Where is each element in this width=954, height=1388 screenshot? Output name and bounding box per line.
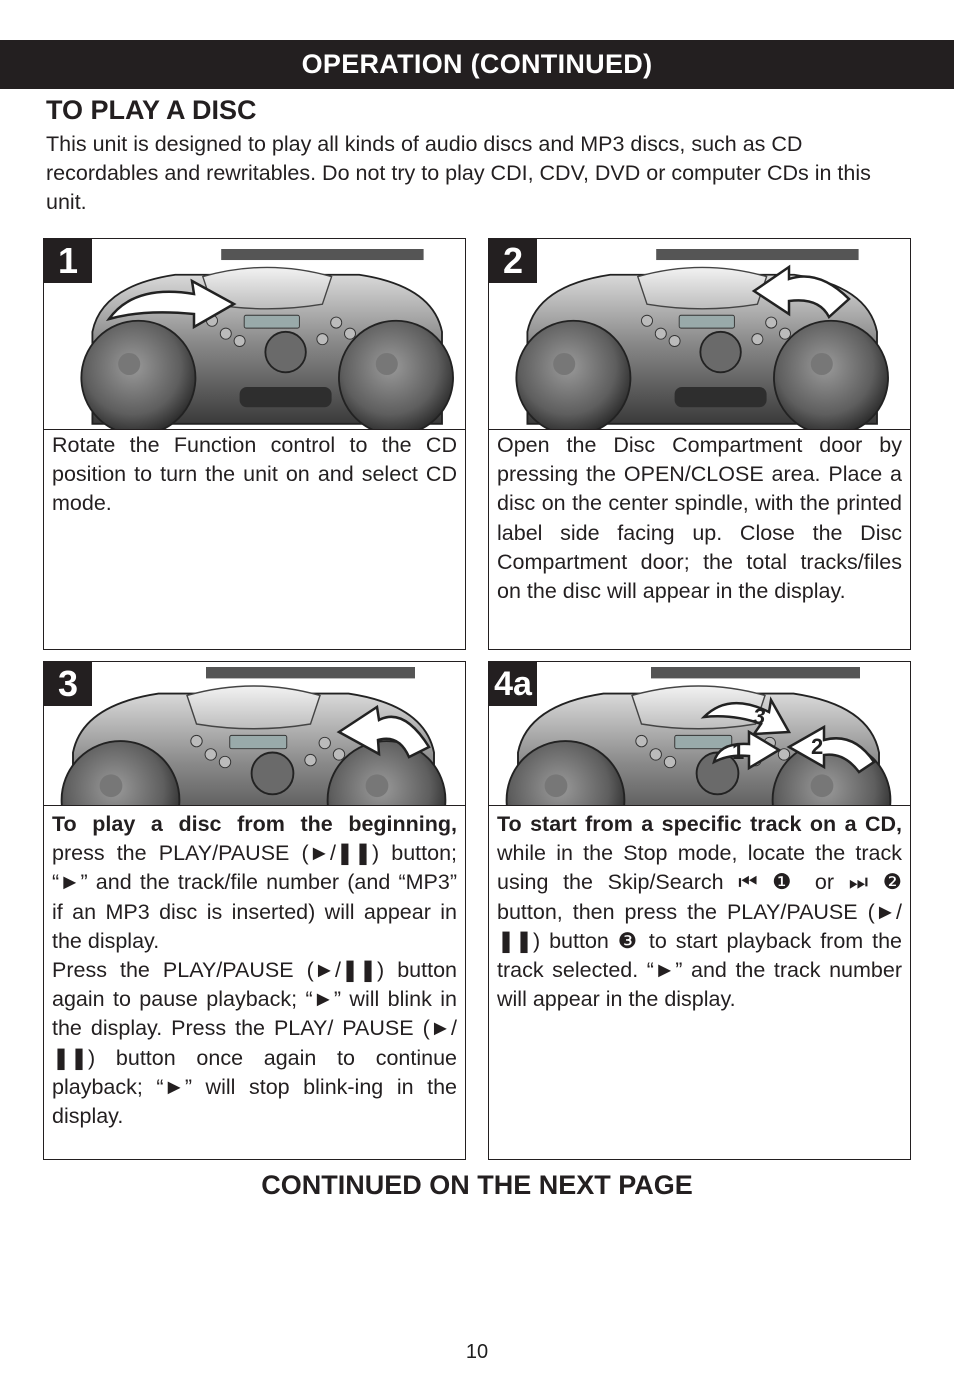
callout-label: 3 [753,704,766,729]
step-4a-body: while in the Stop mode, locate the track using the Skip/Search ⏮ ❶ or ⏭ ❷ button, then press the PLAY/PAUSE (►/❚❚) button ❸ to start playback from the track selected. “►” and the track number will appear in the display. [497,841,902,1012]
step-3-lead: To play a disc from the beginning, [52,812,457,836]
step-3-text-b: Press the PLAY/PAUSE (►/❚❚) button again to pause playback; “►” will blink in the display. Press the PLAY/ PAUSE (►/❚❚) button once again to continue playback; “►” will stop blink-ing in the display. [52,958,457,1129]
step-number: 3 [44,662,92,706]
section-title: TO PLAY A DISC [46,95,257,125]
step-number: 4a [489,662,537,706]
step-number: 2 [489,239,537,283]
step-4a-text [497,810,902,1014]
step-number: 1 [44,239,92,283]
step-1-panel [43,238,466,650]
step-2-illustration [489,239,910,430]
boombox-image [489,662,910,805]
step-1-illustration [44,239,465,430]
step-1-text: Rotate the Function control to the CD position to turn the unit on and select CD mode. [52,433,457,516]
callout-label: 1 [732,739,745,764]
callout-label: 2 [811,734,824,759]
step-3-illustration [44,662,465,806]
boombox-image [44,239,465,429]
intro-paragraph: This unit is designed to play all kinds of audio discs and MP3 discs, such as CD recordables and rewritables. Do not try to play CDI, CDV, DVD or computer CDs in this unit. [46,132,871,214]
step-3-panel [43,661,466,1160]
boombox-image [489,239,910,429]
header-bar [0,40,954,89]
step-3-text-a: press the PLAY/PAUSE (►/❚❚) button; “►” and the track/file number (and “MP3” if an MP3 disc is inserted) will appear in the display. [52,841,457,953]
page-number: 10 [465,1341,489,1363]
step-2-panel [488,238,911,650]
step-4a-panel [488,661,911,1160]
step-4a-lead: To start from a specific track on a CD, [497,812,902,836]
continued-note: CONTINUED ON THE NEXT PAGE [261,1170,693,1200]
boombox-image [44,662,465,805]
header-title: OPERATION (CONTINUED) [301,49,653,79]
step-3-text [52,810,457,1131]
step-2-text: Open the Disc Compartment door by pressing the OPEN/CLOSE area. Place a disc on the center spindle, with the printed label side facing up. Close the Disc Compartment door; the total tracks/files on the disc will appear in the display. [497,433,902,604]
step-4a-illustration [489,662,910,806]
